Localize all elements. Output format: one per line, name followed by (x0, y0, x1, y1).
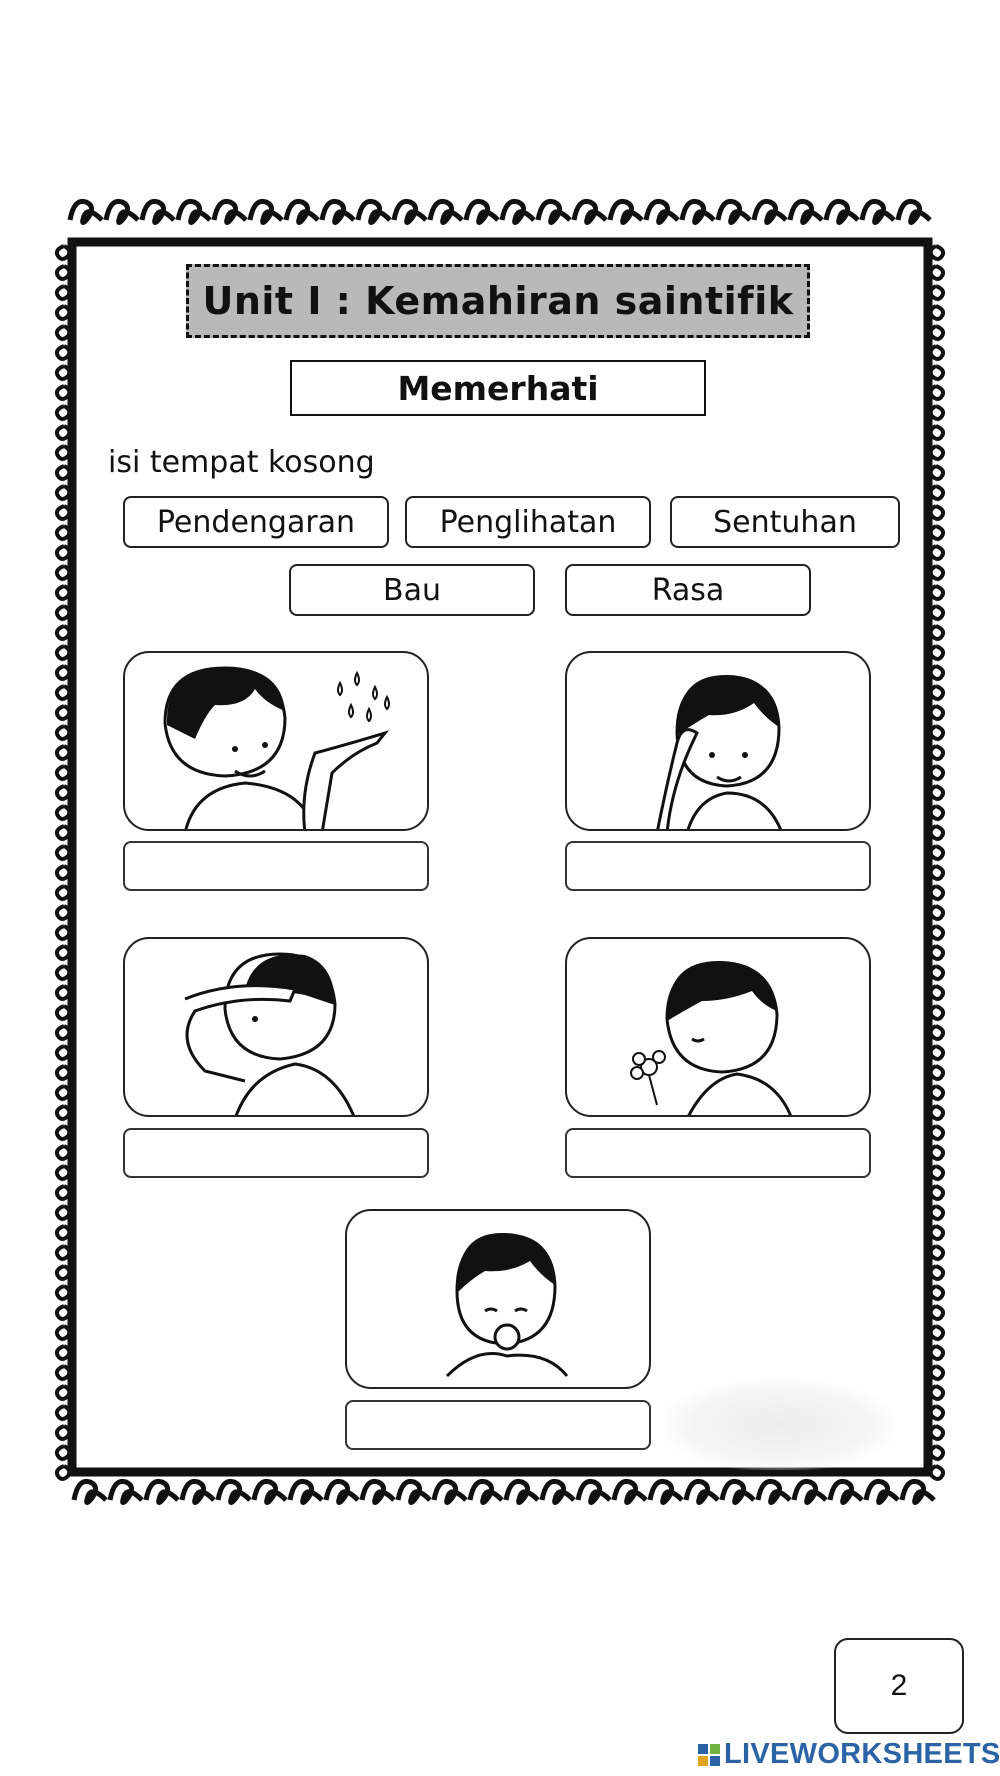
border-loop (614, 1481, 646, 1502)
border-loop (931, 526, 943, 539)
border-loop (106, 201, 138, 222)
border-loop (57, 406, 69, 419)
border-loop (57, 1166, 69, 1179)
border-loop (931, 946, 943, 959)
border-loop (290, 1481, 322, 1502)
border-loop (57, 906, 69, 919)
border-loop (394, 201, 426, 222)
border-loop (754, 201, 786, 222)
border-loop (430, 201, 462, 222)
border-loop (57, 1406, 69, 1419)
border-loop (610, 201, 642, 222)
border-loop (178, 201, 210, 222)
picture-boy-sight (123, 937, 429, 1117)
border-loop (57, 506, 69, 519)
border-loop (931, 406, 943, 419)
border-loop (790, 201, 822, 222)
border-loop (931, 466, 943, 479)
border-loop (931, 1166, 943, 1179)
border-loop (931, 906, 943, 919)
border-loop (931, 1186, 943, 1199)
border-loop (57, 1466, 69, 1479)
border-loop (57, 1206, 69, 1219)
answer-field-5[interactable] (345, 1400, 651, 1450)
border-loop (931, 666, 943, 679)
border-loop (57, 546, 69, 559)
border-loop (57, 1326, 69, 1339)
border-loop (57, 1006, 69, 1019)
border-loop (931, 1306, 943, 1319)
border-loop (931, 1286, 943, 1299)
border-loop (57, 346, 69, 359)
boy-touch-illustration (125, 653, 429, 831)
border-loop (931, 346, 943, 359)
border-loop (466, 201, 498, 222)
border-loop (57, 706, 69, 719)
border-loop (57, 1086, 69, 1099)
border-loop (931, 1366, 943, 1379)
border-loop (862, 201, 894, 222)
border-loop (931, 1026, 943, 1039)
border-loop (57, 486, 69, 499)
border-loop (542, 1481, 574, 1502)
word-option-rasa[interactable]: Rasa (565, 564, 811, 616)
border-loop (57, 1026, 69, 1039)
border-loop (358, 201, 390, 222)
border-loop (57, 806, 69, 819)
boy-smell-illustration (567, 939, 871, 1117)
border-loop (931, 646, 943, 659)
border-loop (931, 1066, 943, 1079)
border-loop (931, 1046, 943, 1059)
picture-boy-hearing (565, 651, 871, 831)
picture-boy-smell (565, 937, 871, 1117)
border-loop (57, 286, 69, 299)
instruction-text: isi tempat kosong (108, 445, 375, 480)
border-loop (57, 1346, 69, 1359)
border-loop (830, 1481, 862, 1502)
border-loop (322, 201, 354, 222)
border-loop (794, 1481, 826, 1502)
answer-field-4[interactable] (565, 1128, 871, 1178)
border-loop (931, 766, 943, 779)
border-loop (931, 606, 943, 619)
worksheet-title: Unit I : Kemahiran saintifik (186, 264, 810, 338)
border-loop (931, 1346, 943, 1359)
border-loop (286, 201, 318, 222)
border-loop (931, 986, 943, 999)
border-loop (931, 1106, 943, 1119)
border-loop (931, 626, 943, 639)
border-loop (470, 1481, 502, 1502)
border-loop (57, 686, 69, 699)
border-loop (214, 201, 246, 222)
border-loop (57, 526, 69, 539)
border-loop (931, 1126, 943, 1139)
border-loop (538, 201, 570, 222)
answer-field-2[interactable] (565, 841, 871, 891)
border-loop (57, 846, 69, 859)
border-loop (931, 1246, 943, 1259)
border-loop (931, 1006, 943, 1019)
border-loop (57, 246, 69, 259)
border-loop (57, 1386, 69, 1399)
border-loop (74, 1481, 106, 1502)
border-loop (682, 201, 714, 222)
border-loop (362, 1481, 394, 1502)
border-loop (931, 826, 943, 839)
border-loop (57, 1306, 69, 1319)
border-loop (57, 426, 69, 439)
border-loop (57, 326, 69, 339)
border-loop (931, 1086, 943, 1099)
border-loop (931, 886, 943, 899)
border-loop (931, 1146, 943, 1159)
border-loop (931, 686, 943, 699)
border-loop (146, 1481, 178, 1502)
boy-sight-illustration (125, 939, 429, 1117)
border-loop (218, 1481, 250, 1502)
border-loop (931, 786, 943, 799)
border-loop (57, 1066, 69, 1079)
border-loop (931, 326, 943, 339)
border-loop (57, 766, 69, 779)
border-loop (931, 1446, 943, 1459)
liveworksheets-logo-icon (698, 1744, 720, 1766)
border-loop (57, 646, 69, 659)
border-loop (931, 926, 943, 939)
border-loop (931, 246, 943, 259)
border-loop (931, 506, 943, 519)
border-loop (931, 1406, 943, 1419)
border-loop (931, 286, 943, 299)
border-loop (931, 1206, 943, 1219)
border-loop (931, 486, 943, 499)
picture-boy-touch (123, 651, 429, 831)
border-loop (502, 201, 534, 222)
border-loop (578, 1481, 610, 1502)
border-loop (931, 306, 943, 319)
border-loop (506, 1481, 538, 1502)
worksheet-subtitle: Memerhati (290, 360, 706, 416)
border-loop (931, 1386, 943, 1399)
border-loop (650, 1481, 682, 1502)
boy-hearing-illustration (567, 653, 871, 831)
border-loop (254, 1481, 286, 1502)
border-loop (57, 726, 69, 739)
border-loop (57, 926, 69, 939)
border-loop (398, 1481, 430, 1502)
border-loop (57, 1046, 69, 1059)
border-loop (931, 866, 943, 879)
border-loop (931, 726, 943, 739)
border-loop (931, 426, 943, 439)
border-loop (57, 826, 69, 839)
border-loop (57, 1246, 69, 1259)
border-loop (722, 1481, 754, 1502)
border-loop (931, 1466, 943, 1479)
border-loop (57, 886, 69, 899)
border-loop (931, 806, 943, 819)
border-loop (57, 666, 69, 679)
picture-boy-taste (345, 1209, 651, 1389)
border-loop (931, 1266, 943, 1279)
border-loop (326, 1481, 358, 1502)
answer-field-1[interactable] (123, 841, 429, 891)
liveworksheets-brand (698, 1738, 1000, 1771)
border-loop (866, 1481, 898, 1502)
border-loop (57, 586, 69, 599)
border-loop (931, 566, 943, 579)
border-loop (646, 201, 678, 222)
border-loop (931, 386, 943, 399)
border-loop (57, 786, 69, 799)
border-loop (182, 1481, 214, 1502)
word-option-bau[interactable]: Bau (289, 564, 535, 616)
border-loop (57, 606, 69, 619)
border-loop (758, 1481, 790, 1502)
border-loop (931, 1426, 943, 1439)
border-loop (57, 1226, 69, 1239)
border-loop (57, 446, 69, 459)
border-loop (57, 1426, 69, 1439)
border-loop (57, 306, 69, 319)
border-loop (250, 201, 282, 222)
border-loop (57, 866, 69, 879)
border-loop (57, 986, 69, 999)
border-loop (57, 266, 69, 279)
border-loop (931, 266, 943, 279)
border-loop (574, 201, 606, 222)
border-loop (110, 1481, 142, 1502)
border-loop (826, 201, 858, 222)
border-loop (434, 1481, 466, 1502)
border-loop (57, 946, 69, 959)
page-number: 2 (834, 1638, 964, 1734)
border-loop (931, 446, 943, 459)
word-option-penglihatan[interactable]: Penglihatan (405, 496, 651, 548)
border-loop (718, 201, 750, 222)
border-loop (57, 566, 69, 579)
border-loop (686, 1481, 718, 1502)
border-loop (57, 1186, 69, 1199)
border-loop (902, 1481, 934, 1502)
border-loop (57, 1266, 69, 1279)
border-loop (931, 746, 943, 759)
border-loop (57, 1126, 69, 1139)
border-loop (57, 1106, 69, 1119)
answer-field-3[interactable] (123, 1128, 429, 1178)
word-option-sentuhan[interactable]: Sentuhan (670, 496, 900, 548)
border-loop (142, 201, 174, 222)
border-loop (931, 366, 943, 379)
border-loop (57, 1286, 69, 1299)
word-option-pendengaran[interactable]: Pendengaran (123, 496, 389, 548)
border-loop (57, 966, 69, 979)
border-loop (931, 706, 943, 719)
border-loop (931, 546, 943, 559)
border-loop (57, 626, 69, 639)
border-loop (931, 1226, 943, 1239)
border-loop (931, 966, 943, 979)
border-loop (57, 466, 69, 479)
border-loop (57, 746, 69, 759)
border-loop (931, 1326, 943, 1339)
border-loop (898, 201, 930, 222)
brand-name: LIVEWORKSHEETS (724, 1738, 1000, 1770)
border-loop (57, 1366, 69, 1379)
border-loop (931, 846, 943, 859)
border-loop (931, 586, 943, 599)
border-loop (57, 1146, 69, 1159)
border-loop (57, 386, 69, 399)
scan-smudge (664, 1380, 894, 1470)
border-loop (57, 1446, 69, 1459)
border-loop (70, 201, 102, 222)
border-loop (57, 366, 69, 379)
boy-taste-illustration (347, 1211, 651, 1389)
